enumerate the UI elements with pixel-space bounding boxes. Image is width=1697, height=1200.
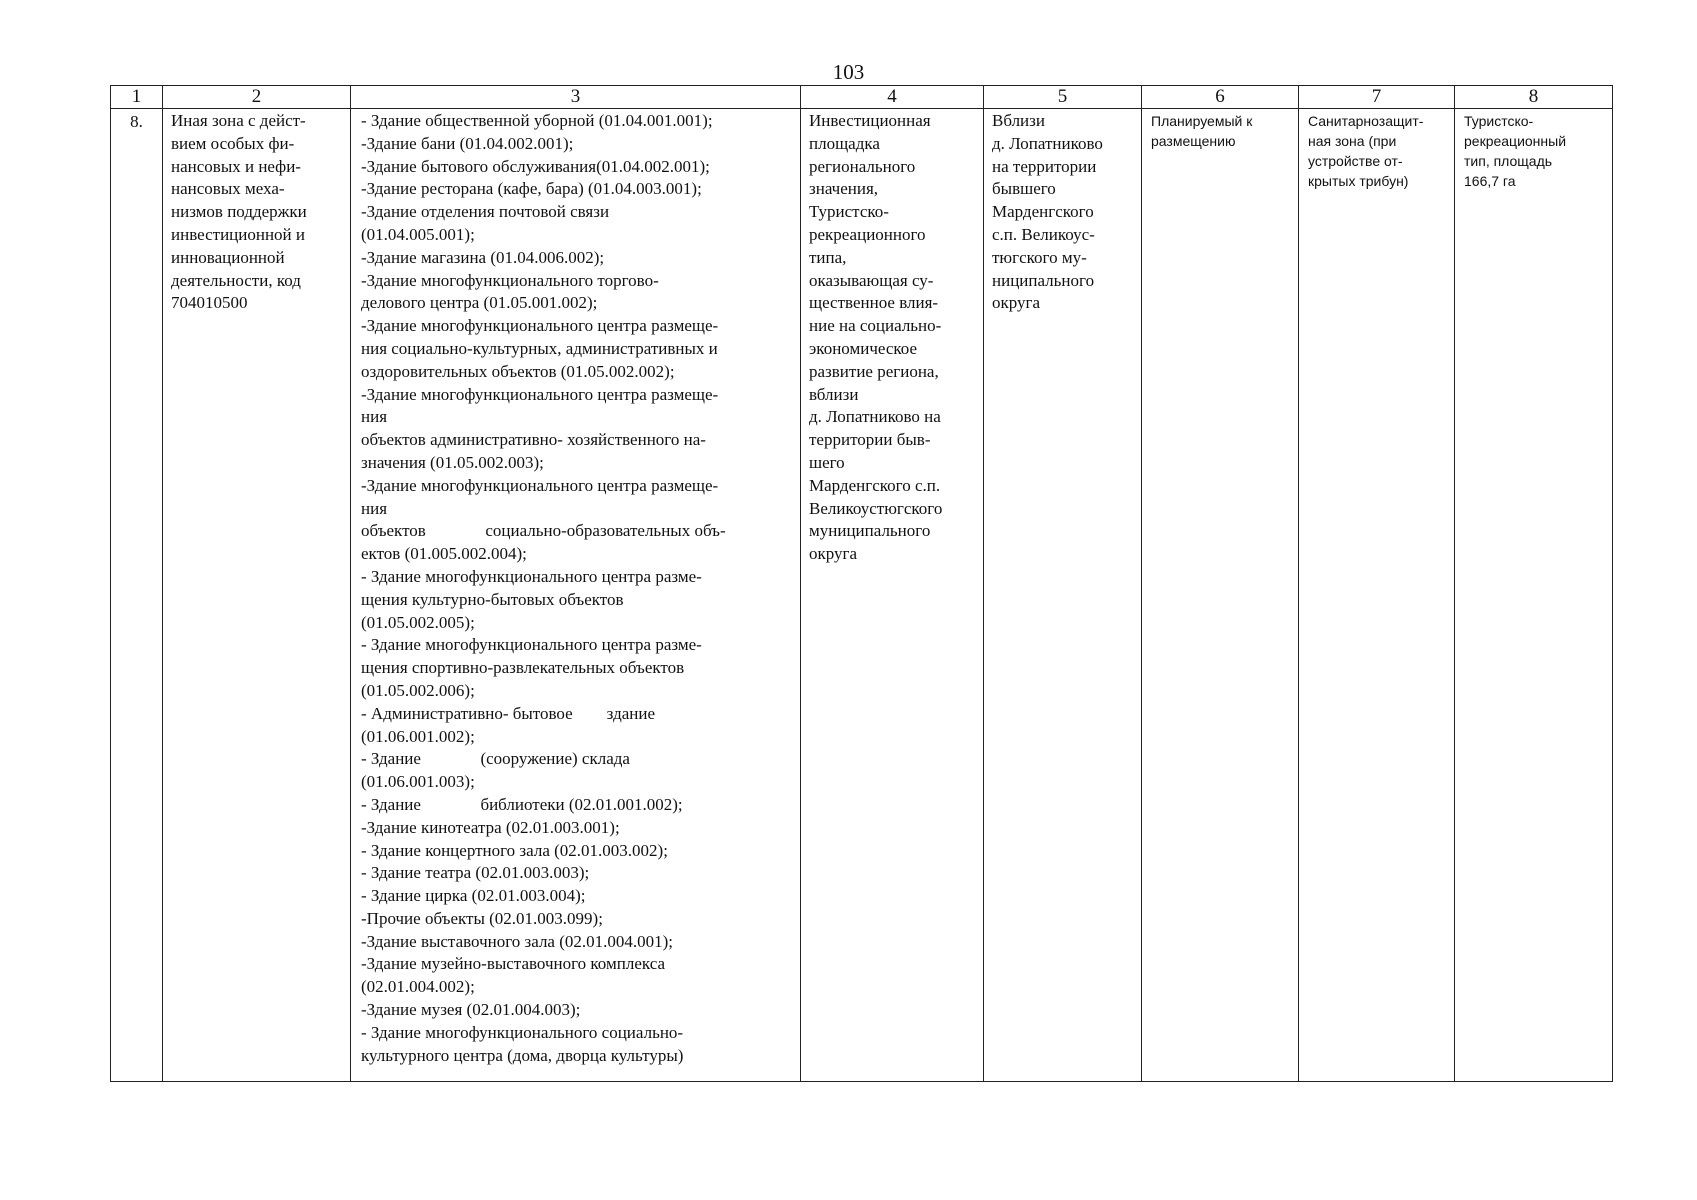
object-line: - Здание многофункционального центра разме-: [361, 566, 702, 586]
object-line: -Здание магазина (01.04.006.002);: [361, 247, 605, 267]
characteristics-cell: Туристско- рекреационный тип, площадь 166,7 га: [1455, 109, 1613, 1082]
object-line: -Здание музея (02.01.004.003);: [361, 1000, 581, 1020]
object-line: - Административно- бытовое здание: [361, 703, 656, 723]
object-line: ния: [361, 407, 388, 427]
object-line: - Здание многофункционального центра разме-: [361, 635, 702, 655]
object-line: - Здание концертного зала (02.01.003.002);: [361, 840, 668, 860]
object-line: ния социально-культурных, административных и: [361, 338, 718, 358]
object-line: (01.05.002.005);: [361, 612, 475, 632]
object-line: -Здание многофункционального центра размеще-: [361, 475, 719, 495]
object-line: - Здание многофункционального социально-: [361, 1022, 684, 1042]
object-line: -Здание отделения почтовой связи: [361, 202, 610, 222]
object-line: -Здание многофункционального торгово-: [361, 270, 659, 290]
object-line: - Здание (сооружение) склада: [361, 749, 630, 769]
col-header-2: 2: [163, 86, 351, 109]
object-line: -Здание ресторана (кафе, бара) (01.04.003.001);: [361, 179, 702, 199]
object-line: оздоровительных объектов (01.05.002.002);: [361, 361, 675, 381]
object-line: -Здание кинотеатра (02.01.003.001);: [361, 817, 620, 837]
object-line: (01.06.001.002);: [361, 726, 475, 746]
object-line: (01.06.001.003);: [361, 772, 475, 792]
object-line: - Здание библиотеки (02.01.001.002);: [361, 794, 683, 814]
col-header-7: 7: [1299, 86, 1455, 109]
status-cell: Планируемый к размещению: [1142, 109, 1299, 1082]
object-line: (01.05.002.006);: [361, 680, 475, 700]
object-line: ектов (01.005.002.004);: [361, 544, 527, 564]
col-header-8: 8: [1455, 86, 1613, 109]
object-line: -Здание выставочного зала (02.01.004.001);: [361, 931, 674, 951]
object-line: делового центра (01.05.001.002);: [361, 293, 598, 313]
col-header-6: 6: [1142, 86, 1299, 109]
object-line: щения культурно-бытовых объектов: [361, 589, 624, 609]
significance-cell: Инвестиционная площадка регионального значения, Туристско- рекреационного типа, оказывающая су- щественное влия- ние на социально- экономическое развитие региона, вблизи д. Лопатниково на территории быв- шего Марденгского с.п. Великоустюгского муниципального округа: [801, 109, 984, 1082]
object-line: -Здание многофункционального центра размеще-: [361, 316, 719, 336]
page-number: 103: [832, 60, 865, 84]
objects-list: [351, 109, 801, 1082]
object-line: -Прочие объекты (02.01.003.099);: [361, 908, 603, 928]
object-line: ния: [361, 498, 388, 518]
zone-name: Иная зона с дейст- вием особых фи- нансовых и нефи- нансовых меха- низмов поддержки инвестиционной и инновационной деятельности, код 704010500: [163, 109, 351, 1082]
object-line: объектов административно- хозяйственного на-: [361, 430, 706, 450]
object-line: - Здание цирка (02.01.003.004);: [361, 886, 586, 906]
table-row: [111, 109, 1613, 1082]
object-line: - Здание театра (02.01.003.003);: [361, 863, 590, 883]
col-header-4: 4: [801, 86, 984, 109]
object-line: -Здание многофункционального центра размеще-: [361, 384, 719, 404]
object-line: щения спортивно-развлекательных объектов: [361, 658, 685, 678]
col-header-5: 5: [984, 86, 1142, 109]
object-line: значения (01.05.002.003);: [361, 452, 544, 472]
object-line: -Здание музейно-выставочного комплекса: [361, 954, 665, 974]
header-row: [111, 86, 1613, 109]
object-line: -Здание бытового обслуживания(01.04.002.001);: [361, 156, 710, 176]
zone-restrictions-cell: Санитарнозащит- ная зона (при устройстве от- крытых трибун): [1299, 109, 1455, 1082]
col-header-3: 3: [351, 86, 801, 109]
object-line: - Здание общественной уборной (01.04.001.001);: [361, 111, 713, 130]
object-line: объектов социально-образовательных объ-: [361, 521, 726, 541]
object-line: культурного центра (дома, дворца культуры): [361, 1045, 684, 1065]
row-number: 8.: [111, 109, 163, 1082]
object-line: (02.01.004.002);: [361, 977, 475, 997]
object-line: -Здание бани (01.04.002.001);: [361, 133, 574, 153]
col-header-1: 1: [111, 86, 163, 109]
object-line: (01.04.005.001);: [361, 224, 475, 244]
location-cell: Вблизи д. Лопатниково на территории бывшего Марденгского с.п. Великоус- тюгского му- ниципального округа: [984, 109, 1142, 1082]
document-table: [110, 85, 1613, 1082]
